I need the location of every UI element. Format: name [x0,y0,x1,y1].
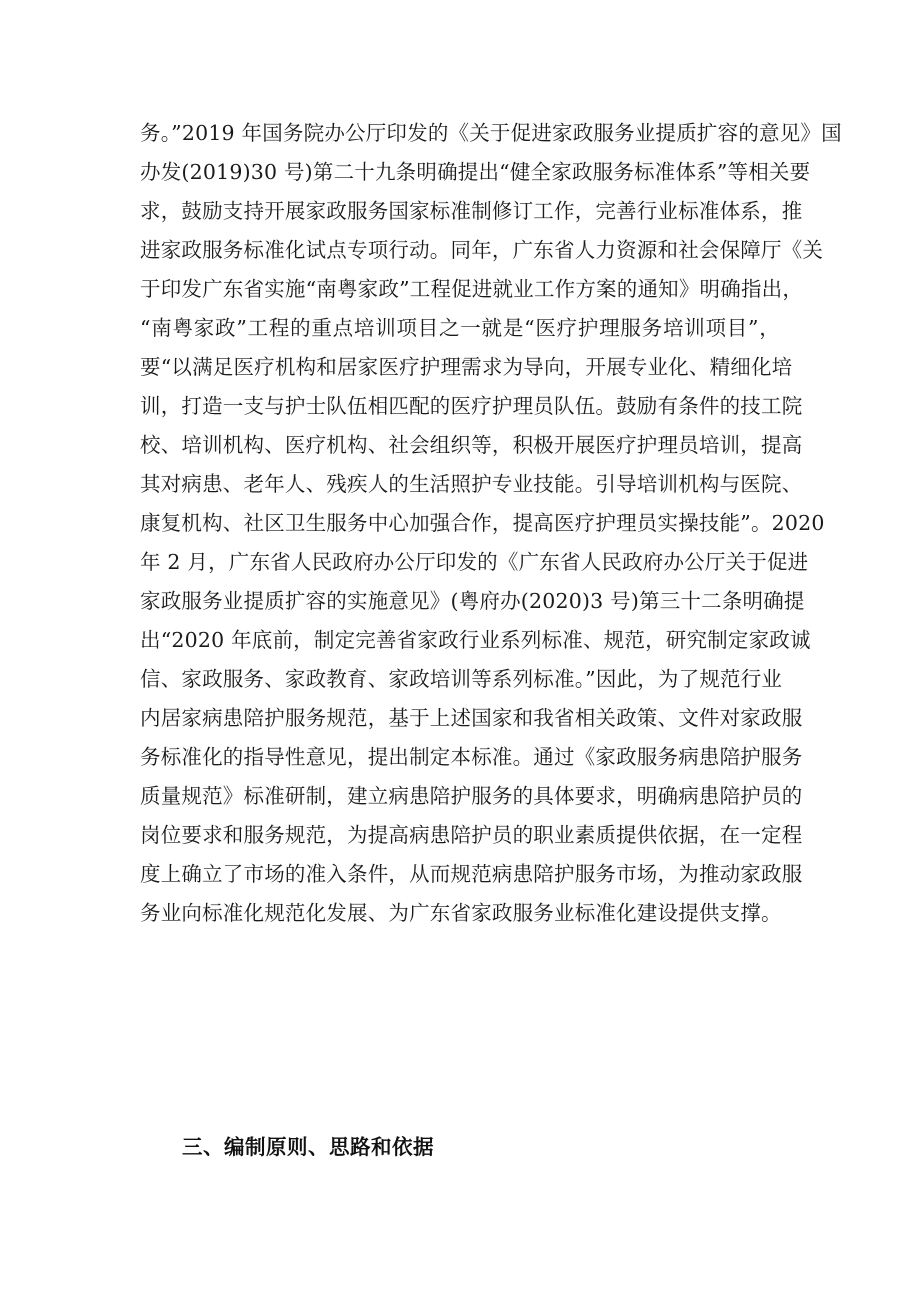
body-line: 家政服务业提质扩容的实施意见》(粤府办(2020)3 号)第三十二条明确提 [140,589,805,613]
body-line: 其对病患、老年人、残疾人的生活照护专业技能。引导培训机构与医院、 [140,472,803,496]
body-line: 训，打造一支与护士队伍相匹配的医疗护理员队伍。鼓励有条件的技工院 [140,394,803,418]
body-line: 务业向标准化规范化发展、为广东省家政服务业标准化建设提供支撑。 [140,901,782,925]
body-line: 出“2020 年底前，制定完善省家政行业系列标准、规范，研究制定家政诚 [140,628,811,652]
body-line: 务。”2019 年国务院办公厅印发的《关于促进家政服务业提质扩容的意见》国 [140,121,842,145]
body-line: 务标准化的指导性意见，提出制定本标准。通过《家政服务病患陪护服务 [140,745,803,769]
body-line: 校、培训机构、医疗机构、社会组织等，积极开展医疗护理员培训，提高 [140,433,803,457]
body-line: 内居家病患陪护服务规范，基于上述国家和我省相关政策、文件对家政服 [140,706,803,730]
body-line: 进家政服务标准化试点专项行动。同年，广东省人力资源和社会保障厅《关 [140,238,824,262]
body-paragraph [140,118,842,937]
body-line: 年 2 月，广东省人民政府办公厅印发的《广东省人民政府办公厅关于促进 [140,550,809,574]
section-heading: 三、编制原则、思路和依据 [182,1135,434,1159]
body-line: 要“以满足医疗机构和居家医疗护理需求为导向，开展专业化、精细化培 [140,355,793,379]
body-line: 质量规范》标准研制，建立病患陪护服务的具体要求，明确病患陪护员的 [140,784,803,808]
body-line: 求，鼓励支持开展家政服务国家标准制修订工作，完善行业标准体系，推 [140,199,803,223]
body-line: 信、家政服务、家政教育、家政培训等系列标准。”因此，为了规范行业 [140,667,783,691]
body-line: 于印发广东省实施“南粤家政”工程促进就业工作方案的通知》明确指出， [140,277,804,301]
body-line: “南粤家政”工程的重点培训项目之一就是“医疗护理服务培训项目”， [140,316,780,340]
body-line: 岗位要求和服务规范，为提高病患陪护员的职业素质提供依据，在一定程 [140,823,803,847]
body-line: 康复机构、社区卫生服务中心加强合作，提高医疗护理员实操技能”。2020 [140,511,825,535]
body-line: 度上确立了市场的准入条件，从而规范病患陪护服务市场，为推动家政服 [140,862,803,886]
body-line: 办发(2019)30 号)第二十九条明确提出“健全家政服务标准体系”等相关要 [140,160,811,184]
